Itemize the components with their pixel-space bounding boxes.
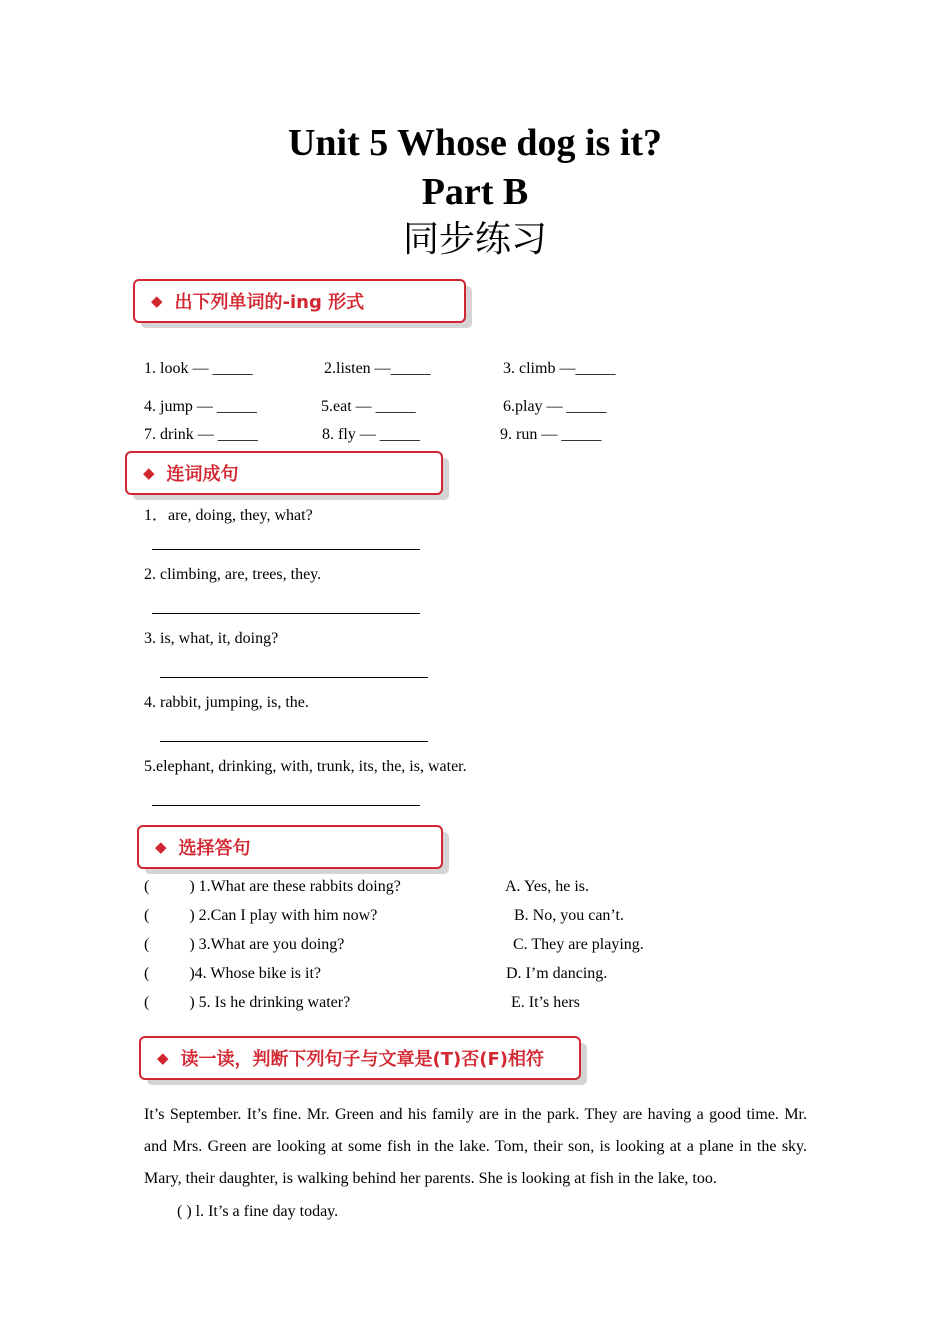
diamond-icon: ◆: [143, 464, 155, 482]
answer-option: B. No, you can’t.: [514, 907, 624, 924]
section-2-heading-text: 连词成句: [166, 464, 239, 485]
ing-item: 2.listen —_____: [324, 360, 431, 377]
question-item: ( ) 5. Is he drinking water?: [144, 994, 351, 1011]
subtitle: 同步练习: [402, 219, 547, 260]
section-1-heading: [133, 279, 466, 323]
answer-line: [152, 613, 420, 614]
section-4-heading: [139, 1036, 581, 1080]
page-title: Unit 5 Whose dog is it?: [287, 122, 663, 164]
ing-item: 8. fly — _____: [322, 426, 420, 443]
sentence-item: 2. climbing, are, trees, they.: [144, 566, 322, 583]
ing-item: 6.play — _____: [503, 398, 607, 415]
section-1-heading-text: 出下列单词的-ing 形式: [174, 292, 365, 313]
answer-option: E. It’s hers: [511, 994, 580, 1011]
diamond-icon: ◆: [155, 838, 167, 856]
sentence-item: 3. is, what, it, doing?: [144, 630, 279, 647]
answer-line: [152, 549, 420, 550]
diamond-icon: ◆: [157, 1049, 169, 1067]
sentence-item: 1．are, doing, they, what?: [144, 507, 313, 524]
diamond-icon: ◆: [151, 292, 163, 310]
answer-line: [152, 805, 420, 806]
part-title: Part B: [421, 171, 529, 213]
answer-option: C. They are playing.: [513, 936, 644, 953]
ing-item: 4. jump — _____: [144, 398, 257, 415]
ing-item: 5.eat — _____: [321, 398, 416, 415]
answer-line: [160, 741, 428, 742]
ing-item: 3. climb —_____: [503, 360, 616, 377]
question-item: ( ) 1.What are these rabbits doing?: [144, 878, 401, 895]
reading-passage: It’s September. It’s fine. Mr. Green and his family are in the park. They are having a good time. Mr. and Mrs. Green are looking at some fish in the lake. Tom, their son, is looking at a plane in the sky. Mary, their daughter, is walking behind her parents. She is looking at fish in the lake, too.: [144, 1106, 807, 1187]
ing-item: 9. run — _____: [500, 426, 602, 443]
ing-item: 1. look — _____: [144, 360, 253, 377]
section-3-heading: [137, 825, 443, 869]
section-4-heading-text: 读一读，判断下列句子与文章是(T)否(F)相符: [180, 1049, 545, 1070]
answer-option: A. Yes, he is.: [505, 878, 590, 895]
answer-line: [160, 677, 428, 678]
question-item: ( ) 2.Can I play with him now?: [144, 907, 378, 924]
sentence-item: 4. rabbit, jumping, is, the.: [144, 694, 309, 711]
question-item: ( ) 3.What are you doing?: [144, 936, 345, 953]
ing-item: 7. drink — _____: [144, 426, 258, 443]
sentence-item: 5.elephant, drinking, with, trunk, its, the, is, water.: [144, 758, 467, 775]
question-item: ( )4. Whose bike is it?: [144, 965, 322, 982]
answer-option: D. I’m dancing.: [506, 965, 608, 982]
statement-item: ( ) l. It’s a fine day today.: [177, 1203, 339, 1220]
section-3-heading-text: 选择答句: [178, 838, 251, 859]
section-2-heading: [125, 451, 443, 495]
